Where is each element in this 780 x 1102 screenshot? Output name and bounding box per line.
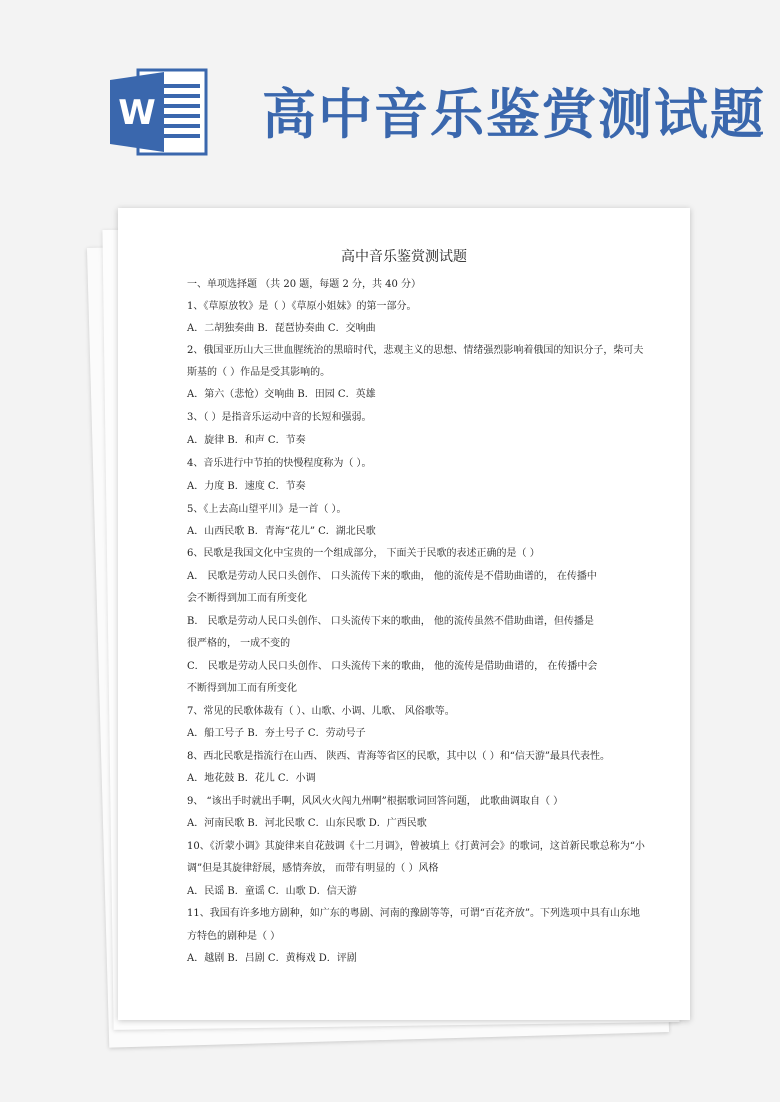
question-text: 3、（ ）是指音乐运动中音的长短和强弱。 [187, 412, 372, 423]
question-text: 1、《草原放牧》是（ ）《草原小姐妹》的第一部分。 [187, 301, 417, 312]
answer-options: A．河南民歌 B．河北民歌 C．山东民歌 D．广西民歌 [187, 818, 427, 829]
question-text: 5、《上去高山望平川》是一首（ ）。 [187, 504, 347, 515]
answer-options: A．山西民歌 B．青海“花儿” C．湖北民歌 [187, 526, 376, 537]
answer-options: C． 民歌是劳动人民口头创作、 口头流传下来的歌曲， 他的流传是借助曲谱的， 在传播中会 [187, 661, 598, 672]
question-text: 9、 “该出手时就出手啊，风风火火闯九州啊”根据歌词回答问题， 此歌曲调取自（ ） [187, 796, 564, 807]
answer-options: A．船工号子 B．夯土号子 C．劳动号子 [187, 728, 366, 739]
answer-options: B． 民歌是劳动人民口头创作、 口头流传下来的歌曲， 他的流传虽然不借助曲谱，但传播是 [187, 616, 594, 627]
question-text: 7、常见的民歌体裁有（ ）、山歌、小调、儿歌、 风俗歌等。 [187, 706, 455, 717]
question-text: 11、我国有许多地方剧种，如广东的粤剧、河南的豫剧等等，可谓“百花齐放”。下列选项中具有山东地 [187, 908, 640, 919]
answer-options: 不断得到加工而有所变化 [187, 683, 297, 694]
svg-text:W: W [118, 93, 156, 133]
answer-options: 很严格的， 一成不变的 [187, 638, 291, 649]
question-text: 4、音乐进行中节拍的快慢程度称为（ ）。 [187, 458, 372, 469]
question-text: 方特色的剧种是（ ） [187, 931, 281, 942]
answer-options: A．第六（悲怆）交响曲 B．田园 C．英雄 [187, 389, 376, 400]
answer-options: A．力度 B．速度 C．节奏 [187, 481, 306, 492]
answer-options: A．越剧 B．吕剧 C．黄梅戏 D．评剧 [187, 953, 357, 964]
answer-options: A．旋律 B．和声 C．节奏 [187, 435, 306, 446]
question-text: 斯基的（ ）作品是受其影响的。 [187, 367, 331, 378]
question-text: 10、《沂蒙小调》其旋律来自花鼓调《十二月调》，曾被填上《打黄河会》的歌词，这首新民歌总称为“小 [187, 841, 645, 852]
word-document-icon [108, 66, 208, 158]
answer-options: A．地花鼓 B．花儿 C．小调 [187, 773, 316, 784]
question-text: 调”但是其旋律舒展，感情奔放， 而带有明显的（ ）风格 [187, 863, 439, 874]
answer-options: A． 民歌是劳动人民口头创作、 口头流传下来的歌曲， 他的流传是不借助曲谱的， 在传播中 [187, 571, 597, 582]
question-text: 2、俄国亚历山大三世血腥统治的黑暗时代，悲观主义的思想、情绪强烈影响着俄国的知识分子，柴可夫 [187, 345, 644, 356]
document-title: 高中音乐鉴赏测试题 [341, 249, 467, 265]
question-text: 6、民歌是我国文化中宝贵的一个组成部分， 下面关于民歌的表述正确的是（ ） [187, 548, 540, 559]
answer-options: A．二胡独奏曲 B．琵琶协奏曲 C．交响曲 [187, 323, 376, 334]
section-heading: 一、单项选择题 （共 20 题，每题 2 分，共 40 分） [187, 279, 422, 290]
banner-title: 高中音乐鉴赏测试题 [262, 83, 766, 146]
answer-options: 会不断得到加工而有所变化 [187, 593, 307, 604]
document-page [118, 208, 690, 1020]
answer-options: A．民谣 B．童谣 C．山歌 D．信天游 [187, 886, 357, 897]
question-text: 8、西北民歌是指流行在山西、 陕西、青海等省区的民歌，其中以（ ）和“信天游”最具代表性。 [187, 751, 610, 762]
